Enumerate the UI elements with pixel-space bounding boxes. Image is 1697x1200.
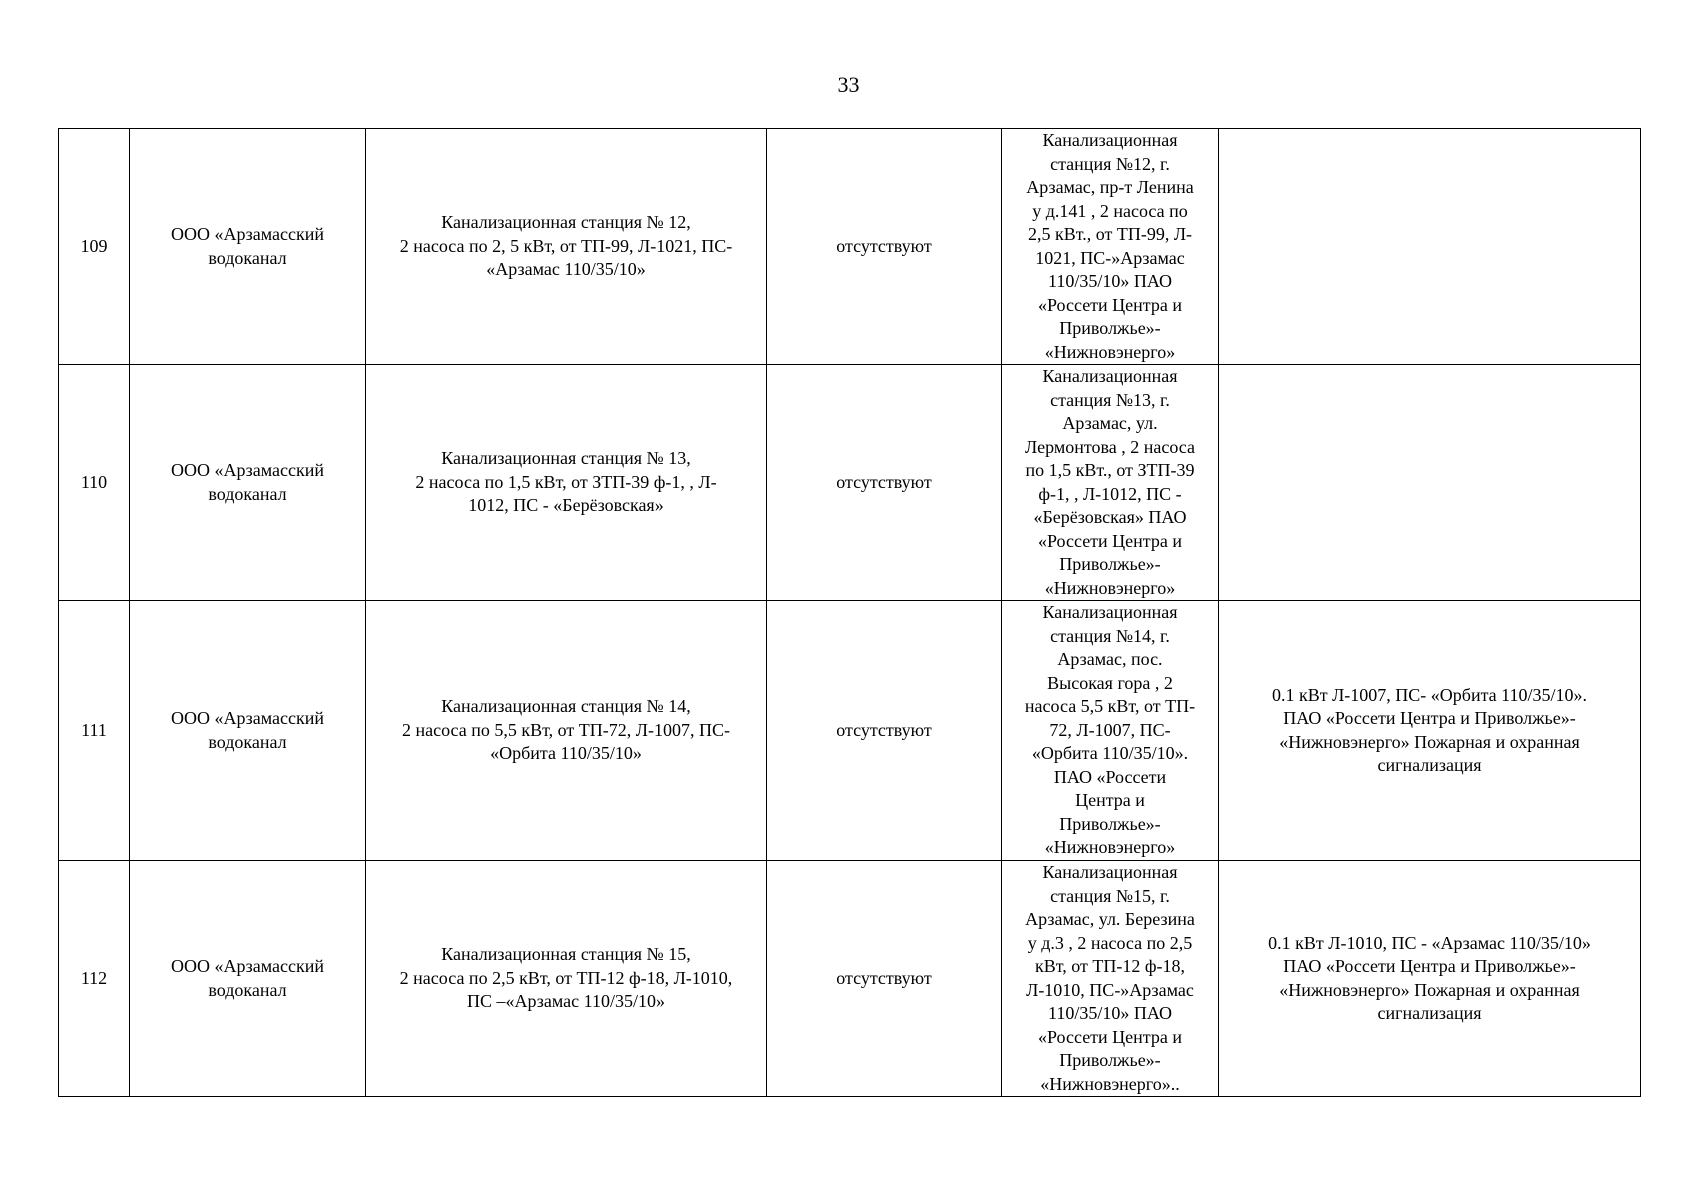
note-cell — [1219, 129, 1641, 365]
note-cell — [1219, 365, 1641, 601]
address-description: Канализационная станция №14, г. Арзамас, пос. Высокая гора , 2 насоса 5,5 кВт, от ТП- 72, Л-1007, ПС- «Орбита 110/35/10». ПАО «Россети Центра и Приволжье»- «Нижновэнерго» — [1024, 602, 1196, 858]
row-number-cell — [59, 601, 130, 861]
note-cell — [1219, 861, 1641, 1097]
object-cell — [366, 365, 767, 601]
organization-cell — [130, 365, 366, 601]
row-number: 111 — [81, 719, 107, 740]
status-cell — [767, 861, 1002, 1097]
row-number: 110 — [80, 471, 108, 492]
table-row — [59, 365, 1641, 601]
status: отсутствуют — [836, 235, 932, 256]
organization-cell — [130, 601, 366, 861]
page-number: 33 — [837, 72, 860, 97]
organization: ООО «Арзамасский водоканал — [170, 460, 325, 504]
status: отсутствуют — [836, 471, 932, 492]
address-description: Канализационная станция №15, г. Арзамас, ул. Березина у д.3 , 2 насоса по 2,5 кВт, от ТП-12 ф-18, Л-1010, ПС-»Арзамас 110/35/10» ПАО «Россети Центра и Приволжье»- «Нижновэнерго».. — [1025, 862, 1195, 1094]
table-row — [59, 601, 1641, 861]
object-description: Канализационная станция № 14, 2 насоса по 5,5 кВт, от ТП-72, Л-1007, ПС- «Орбита 110/35/10» — [402, 696, 730, 764]
note-cell — [1219, 601, 1641, 861]
row-number-cell — [59, 365, 130, 601]
organization: ООО «Арзамасский водоканал — [170, 708, 325, 752]
status: отсутствуют — [836, 719, 932, 740]
row-number: 109 — [80, 235, 108, 256]
organization-cell — [130, 129, 366, 365]
table-row — [59, 129, 1641, 365]
address-cell — [1002, 861, 1219, 1097]
organization: ООО «Арзамасский водоканал — [170, 956, 325, 1000]
row-number-cell — [59, 129, 130, 365]
note: 0.1 кВт Л-1010, ПС - «Арзамас 110/35/10» ПАО «Россети Центра и Приволжье»- «Нижновэнерго» Пожарная и охранная сигнализация — [1268, 932, 1591, 1023]
object-description: Канализационная станция № 13, 2 насоса по 1,5 кВт, от ЗТП-39 ф-1, , Л- 1012, ПС - «Берёзовская» — [415, 448, 717, 516]
organization: ООО «Арзамасский водоканал — [170, 224, 325, 268]
address-description: Канализационная станция №13, г. Арзамас, ул. Лермонтова , 2 насоса по 1,5 кВт., от ЗТП-39 ф-1, , Л-1012, ПС - «Берёзовская» ПАО «Россети Центра и Приволжье»- «Нижновэнерго» — [1025, 366, 1195, 598]
status-cell — [767, 129, 1002, 365]
address-description: Канализационная станция №12, г. Арзамас, пр-т Ленина у д.141 , 2 насоса по 2,5 кВт., от ТП-99, Л- 1021, ПС-»Арзамас 110/35/10» ПАО «Россети Центра и Приволжье»- «Нижновэнерго» — [1026, 130, 1194, 362]
address-cell — [1002, 601, 1219, 861]
object-cell — [366, 129, 767, 365]
address-cell — [1002, 365, 1219, 601]
status-cell — [767, 365, 1002, 601]
table-row — [59, 861, 1641, 1097]
facilities-table — [58, 128, 1641, 1097]
object-description: Канализационная станция № 12, 2 насоса по 2, 5 кВт, от ТП-99, Л-1021, ПС- «Арзамас 110/35/10» — [399, 212, 733, 280]
note: 0.1 кВт Л-1007, ПС- «Орбита 110/35/10». ПАО «Россети Центра и Приволжье»- «Нижновэнерго» Пожарная и охранная сигнализация — [1271, 684, 1588, 775]
row-number: 112 — [80, 967, 108, 988]
address-cell — [1002, 129, 1219, 365]
status-cell — [767, 601, 1002, 861]
object-description: Канализационная станция № 15, 2 насоса по 2,5 кВт, от ТП-12 ф-18, Л-1010, ПС –«Арзамас 110/35/10» — [399, 944, 733, 1012]
object-cell — [366, 861, 767, 1097]
row-number-cell — [59, 861, 130, 1097]
organization-cell — [130, 861, 366, 1097]
object-cell — [366, 601, 767, 861]
status: отсутствуют — [836, 967, 932, 988]
